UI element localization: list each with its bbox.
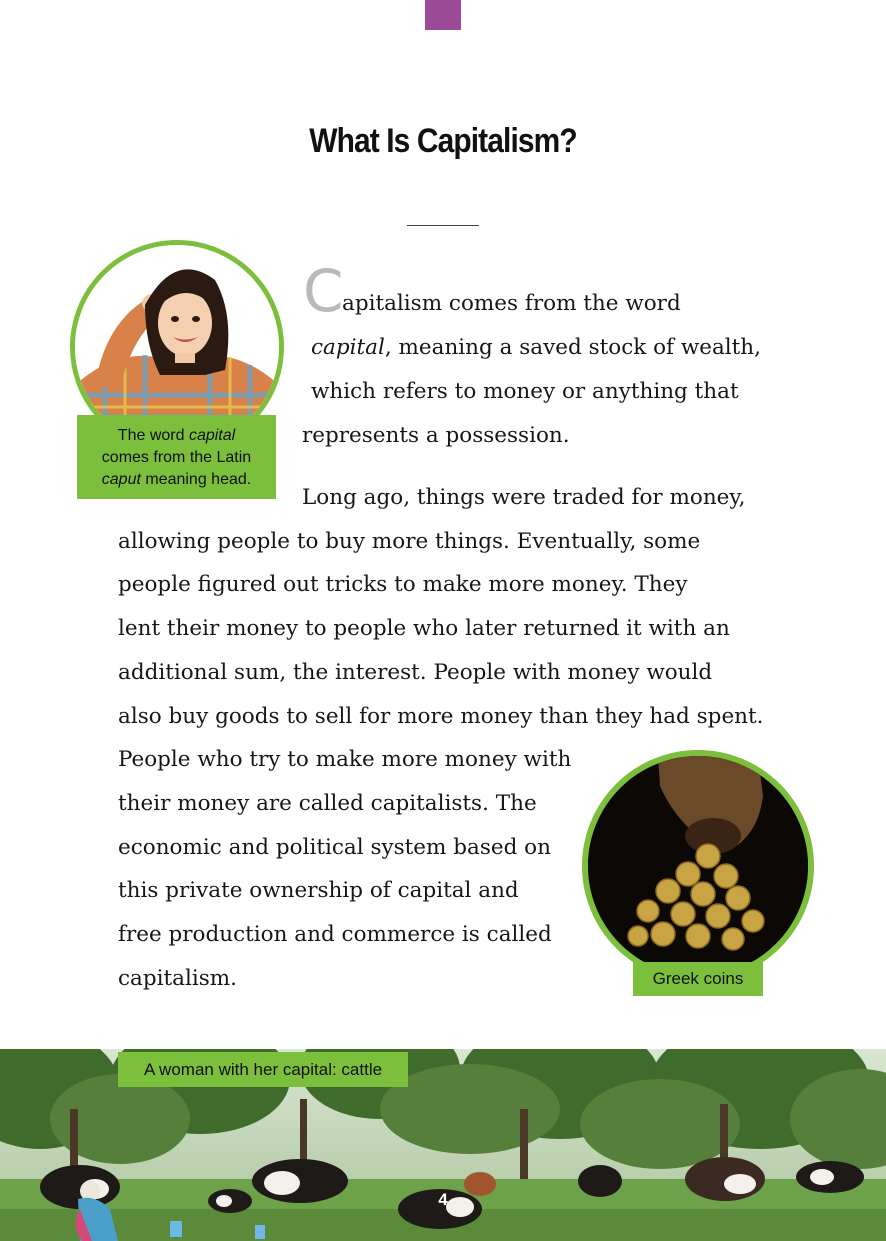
section-tab-marker: [425, 0, 461, 30]
body-line: additional sum, the interest. People with money would: [118, 660, 713, 685]
caption-term: capital: [188, 427, 236, 444]
body-line: Long ago, things were traded for money,: [302, 485, 746, 510]
body-term: capital: [311, 335, 385, 360]
body-line: people figured out tricks to make more money. They: [118, 572, 688, 597]
body-line: allowing people to buy more things. Eventually, some: [118, 529, 701, 554]
body-line: lent their money to people who later returned it with an: [118, 616, 730, 641]
cattle-caption: A woman with her capital: cattle: [118, 1052, 408, 1087]
caption-term: caput: [101, 471, 141, 488]
body-line: apitalism comes from the word: [342, 291, 681, 316]
body-line: their money are called capitalists. The: [118, 791, 537, 816]
body-line: represents a possession.: [302, 423, 570, 448]
body-line: economic and political system based on: [118, 835, 551, 860]
coins-caption: Greek coins: [633, 962, 763, 996]
coins-jar-illustration: [588, 756, 808, 976]
portrait-caption: [77, 415, 276, 499]
body-line: this private ownership of capital and: [118, 878, 519, 903]
title-divider: [407, 225, 479, 226]
caption-text: The word: [117, 427, 189, 444]
page-number: 4: [438, 1190, 448, 1209]
body-line: also buy goods to sell for more money than they had spent.: [118, 704, 764, 729]
drop-cap: C: [303, 257, 344, 325]
body-line: [311, 335, 761, 360]
page-title: What Is Capitalism?: [309, 122, 577, 160]
caption-text: comes from the Latin: [101, 449, 252, 466]
caption-text: meaning head.: [140, 471, 252, 488]
body-text: , meaning a saved stock of wealth,: [384, 335, 761, 360]
body-line: which refers to money or anything that: [311, 379, 739, 404]
coins-photo: [582, 750, 814, 982]
body-line: capitalism.: [118, 966, 237, 991]
body-line: free production and commerce is called: [118, 922, 552, 947]
body-line: People who try to make more money with: [118, 747, 572, 772]
